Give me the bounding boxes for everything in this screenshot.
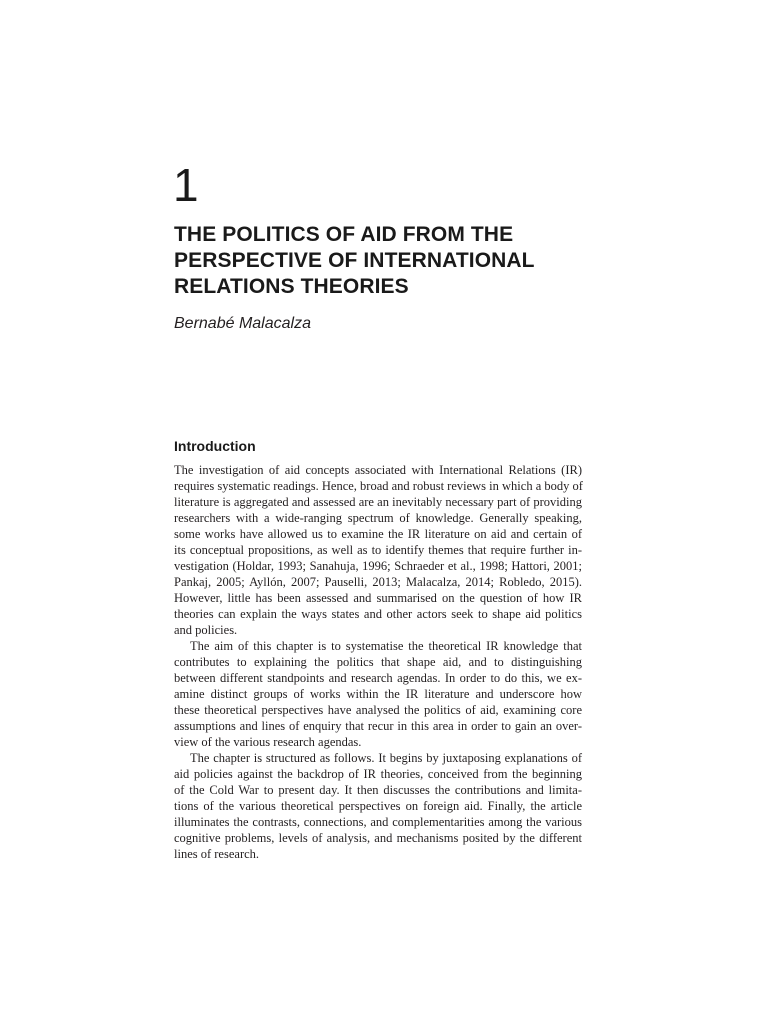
chapter-title-line: PERSPECTIVE OF INTERNATIONAL [174, 249, 535, 272]
text-line: some works have allowed us to examine the IR literature on aid and certain of [174, 527, 582, 541]
paragraph [174, 462, 582, 638]
text-line: However, little has been assessed and summarised on the question of how IR [174, 591, 582, 605]
text-line: lines of research. [174, 847, 260, 861]
text-line: Pankaj, 2005; Ayllón, 2007; Pauselli, 2013; Malacalza, 2014; Robledo, 2015). [174, 575, 582, 589]
text-line: between different standpoints and research agendas. In order to do this, we ex- [174, 671, 582, 685]
section-heading: Introduction [174, 438, 256, 454]
text-line: theories can explain the ways states and other actors seek to shape aid politics [174, 607, 582, 621]
body-text [174, 462, 582, 862]
text-line: and policies. [174, 623, 238, 637]
text-line: researchers with a wide-ranging spectrum of knowledge. Generally speaking, [174, 511, 582, 525]
text-line: amine distinct groups of works within the IR literature and underscore how [174, 687, 582, 701]
text-line: illuminates the contrasts, connections, and complementarities among the various [174, 815, 582, 829]
text-line: The aim of this chapter is to systematise the theoretical IR knowledge that [190, 639, 582, 653]
text-line: of the Cold War to present day. It then discusses the contributions and limita- [174, 783, 582, 797]
text-line: aid policies against the backdrop of IR theories, conceived from the beginning [174, 767, 582, 781]
text-line: cognitive problems, levels of analysis, and mechanisms posited by the different [174, 831, 582, 845]
chapter-title-line: RELATIONS THEORIES [174, 275, 409, 298]
chapter-number: 1 [173, 159, 199, 211]
paragraph [174, 750, 582, 862]
text-line: contributes to explaining the politics that shape aid, and to distinguishing [174, 655, 582, 669]
text-line: these theoretical perspectives have analysed the politics of aid, examining core [174, 703, 582, 717]
text-line: tions of the various theoretical perspectives on foreign aid. Finally, the article [174, 799, 582, 813]
paragraph [174, 638, 582, 750]
author-name: Bernabé Malacalza [174, 315, 311, 332]
text-line: The investigation of aid concepts associated with International Relations (IR) [174, 463, 582, 477]
chapter-title-line: THE POLITICS OF AID FROM THE [174, 223, 514, 246]
chapter-title [174, 222, 614, 300]
text-line: The chapter is structured as follows. It begins by juxtaposing explanations of [190, 751, 582, 765]
text-line: literature is aggregated and assessed are an inevitably necessary part of providing [174, 495, 582, 509]
text-line: vestigation (Holdar, 1993; Sanahuja, 1996; Schraeder et al., 1998; Hattori, 2001; [174, 559, 582, 573]
text-line: requires systematic readings. Hence, broad and robust reviews in which a body of [174, 479, 583, 493]
text-line: view of the various research agendas. [174, 735, 362, 749]
text-line: its conceptual propositions, as well as to identify themes that require further in- [174, 543, 582, 557]
text-line: assumptions and lines of enquiry that recur in this area in order to gain an over- [174, 719, 582, 733]
